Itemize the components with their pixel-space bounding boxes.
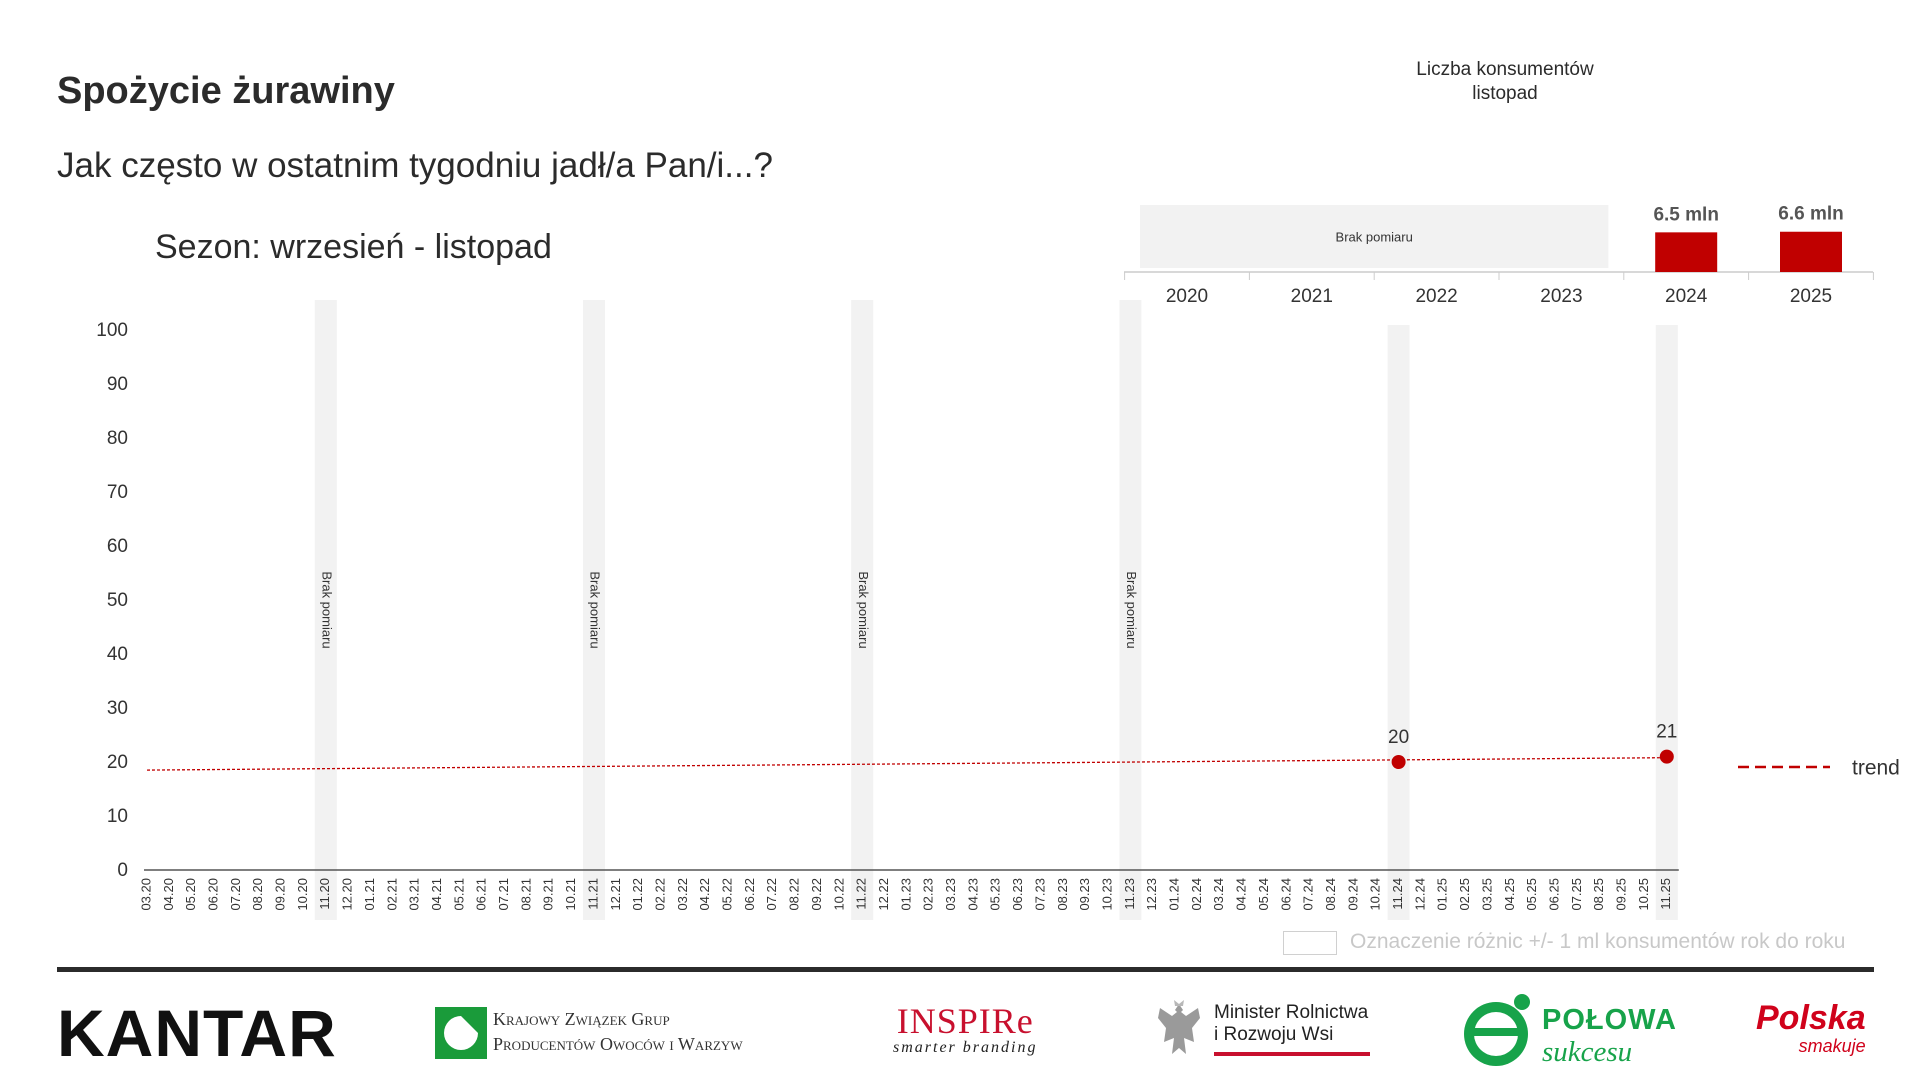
x-tick-label: 02.22 [652, 878, 668, 911]
x-tick-label: 09.24 [1345, 878, 1361, 911]
x-tick-label: 01.21 [361, 878, 377, 911]
x-tick-label: 09.23 [1077, 878, 1093, 911]
highlight-column-11.24 [1388, 325, 1410, 920]
x-tick-label: 04.23 [965, 878, 981, 911]
data-label: 20 [1388, 727, 1410, 748]
minister-logo-line2: i Rozwoju Wsi [1214, 1024, 1334, 1045]
legend-swatch [1283, 931, 1337, 955]
no-measure-label: Brak pomiaru [855, 571, 871, 649]
x-tick-label: 10.23 [1099, 878, 1115, 911]
x-tick-label: 07.23 [1032, 878, 1048, 911]
y-tick-label: 30 [106, 698, 128, 719]
x-tick-label: 02.24 [1188, 878, 1204, 911]
x-tick-label: 02.23 [920, 878, 936, 911]
consumers-year-label: 2021 [1290, 286, 1333, 307]
kzg-logo [433, 1005, 743, 1066]
y-tick-label: 10 [106, 806, 128, 827]
kzg-logo-line2: Producentów Owoców i Warzyw [493, 1034, 743, 1054]
inspire-logo-tagline: smarter branding [893, 1039, 1038, 1056]
x-tick-label: 12.22 [875, 878, 891, 911]
x-tick-label: 06.24 [1278, 878, 1294, 911]
x-tick-label: 04.25 [1501, 878, 1517, 911]
x-tick-label: 03.24 [1211, 878, 1227, 911]
x-tick-label: 06.23 [1010, 878, 1026, 911]
y-tick-label: 60 [106, 536, 128, 557]
x-tick-label: 04.21 [428, 878, 444, 911]
consumers-bar-label: 6.6 mln [1778, 203, 1844, 225]
x-tick-label: 02.25 [1457, 878, 1473, 911]
x-tick-label: 06.21 [473, 878, 489, 911]
polska-logo-line1: Polska [1756, 999, 1866, 1037]
polowa-sukcesu-logo [1456, 990, 1677, 1075]
x-tick-label: 10.25 [1635, 878, 1651, 911]
question-text: Jak często w ostatnim tygodniu jadł/a Pan/i...? [57, 146, 773, 185]
x-tick-label: 09.25 [1613, 878, 1629, 911]
x-tick-label: 07.24 [1300, 878, 1316, 911]
footer-divider [57, 967, 1874, 972]
x-tick-label: 07.22 [764, 878, 780, 911]
x-tick-label: 02.21 [384, 878, 400, 911]
x-tick-label: 01.24 [1166, 878, 1182, 911]
kzg-emblem-icon [433, 1005, 489, 1061]
x-tick-label: 04.22 [697, 878, 713, 911]
y-tick-label: 20 [106, 752, 128, 773]
highlight-column-11.25 [1656, 325, 1678, 920]
legend-note: Oznaczenie różnic +/- 1 ml konsumentów rok do roku [1350, 930, 1846, 953]
y-tick-label: 80 [106, 428, 128, 449]
inspire-logo-text: INSPIRe [896, 1001, 1034, 1041]
x-tick-label: 10.21 [563, 878, 579, 911]
x-tick-label: 04.20 [160, 878, 176, 911]
x-tick-label: 08.20 [250, 878, 266, 911]
data-point-11.24 [1392, 755, 1406, 769]
minister-logo [1150, 998, 1369, 1065]
x-tick-label: 05.25 [1524, 878, 1540, 911]
x-tick-label: 10.24 [1367, 878, 1383, 911]
consumers-title-line2: listopad [1472, 83, 1538, 104]
x-tick-label: 06.25 [1546, 878, 1562, 911]
minister-logo-line1: Minister Rolnictwa [1214, 1002, 1369, 1023]
consumers-bar-2024 [1655, 232, 1717, 272]
x-tick-label: 12.20 [339, 878, 355, 911]
consumers-year-label: 2023 [1540, 286, 1583, 307]
y-tick-label: 40 [106, 644, 128, 665]
consumption-line-chart [96, 300, 1900, 920]
x-tick-label: 11.25 [1658, 878, 1674, 910]
no-measure-label: Brak pomiaru [587, 571, 603, 649]
minister-logo-bar [1214, 1052, 1370, 1056]
y-tick-label: 0 [117, 860, 128, 881]
kantar-logo-text: KANTAR [57, 996, 337, 1070]
x-tick-label: 08.22 [786, 878, 802, 911]
x-tick-label: 03.25 [1479, 878, 1495, 911]
x-tick-label: 08.25 [1591, 878, 1607, 911]
consumers-bar-chart [1124, 204, 1873, 307]
x-tick-label: 05.20 [183, 878, 199, 911]
y-tick-label: 50 [106, 590, 128, 611]
eagle-emblem-icon [1150, 998, 1208, 1060]
x-tick-label: 10.22 [831, 878, 847, 911]
x-tick-label: 07.21 [496, 878, 512, 911]
plate-icon [1456, 990, 1542, 1070]
x-tick-label: 11.21 [585, 878, 601, 910]
polska-smakuje-logo [1756, 1000, 1866, 1057]
x-tick-label: 09.21 [540, 878, 556, 911]
polowa-logo-line1: POŁOWA [1542, 1004, 1677, 1036]
consumers-title-line1: Liczba konsumentów [1416, 59, 1594, 80]
x-tick-label: 10.20 [294, 878, 310, 911]
x-tick-label: 11.20 [317, 878, 333, 910]
x-tick-label: 01.25 [1434, 878, 1450, 911]
x-tick-label: 11.22 [853, 878, 869, 910]
no-measure-label: Brak pomiaru [319, 571, 335, 649]
trend-legend-label: trend [1852, 756, 1900, 780]
polowa-logo-line2: sukcesu [1542, 1036, 1633, 1068]
x-tick-label: 11.23 [1121, 878, 1137, 910]
x-tick-label: 09.22 [808, 878, 824, 911]
x-tick-label: 08.23 [1054, 878, 1070, 911]
trend-line [147, 758, 1667, 770]
x-tick-label: 04.24 [1233, 878, 1249, 911]
polska-logo-line2: smakuje [1798, 1036, 1866, 1056]
x-tick-label: 05.23 [987, 878, 1003, 911]
x-tick-label: 03.20 [138, 878, 154, 911]
consumers-bar-2025 [1780, 232, 1842, 272]
consumers-no-measure-label: Brak pomiaru [1335, 229, 1413, 245]
x-tick-label: 09.20 [272, 878, 288, 911]
x-tick-label: 06.20 [205, 878, 221, 911]
no-measure-label: Brak pomiaru [1123, 571, 1139, 649]
x-tick-label: 05.21 [451, 878, 467, 911]
x-tick-label: 05.24 [1255, 878, 1271, 911]
x-tick-label: 12.23 [1144, 878, 1160, 911]
y-tick-label: 100 [96, 320, 128, 341]
consumers-year-label: 2025 [1789, 286, 1833, 307]
consumers-year-label: 2020 [1165, 286, 1209, 307]
x-tick-label: 03.21 [406, 878, 422, 911]
data-label: 21 [1656, 721, 1678, 743]
x-tick-label: 03.22 [674, 878, 690, 911]
x-tick-label: 06.22 [741, 878, 757, 911]
x-tick-label: 05.22 [719, 878, 735, 911]
x-tick-label: 03.23 [943, 878, 959, 911]
x-tick-label: 07.25 [1568, 878, 1584, 911]
x-tick-label: 08.21 [518, 878, 534, 911]
inspire-logo [893, 1003, 1037, 1057]
x-tick-label: 07.20 [227, 878, 243, 911]
page-title: Spożycie żurawiny [57, 70, 395, 112]
x-tick-label: 12.24 [1412, 878, 1428, 911]
season-label: Sezon: wrzesień - listopad [155, 228, 552, 266]
kantar-logo [57, 995, 337, 1071]
y-tick-label: 90 [106, 374, 128, 395]
x-tick-label: 08.24 [1322, 878, 1338, 911]
y-tick-label: 70 [106, 482, 128, 503]
x-tick-label: 01.22 [630, 878, 646, 911]
x-tick-label: 11.24 [1390, 878, 1406, 910]
consumers-year-label: 2022 [1415, 286, 1458, 307]
x-tick-label: 12.21 [607, 878, 623, 911]
consumers-bar-label: 6.5 mln [1653, 204, 1719, 226]
consumers-year-label: 2024 [1665, 286, 1708, 307]
x-tick-label: 01.23 [898, 878, 914, 911]
data-point-11.25 [1660, 750, 1674, 764]
kzg-logo-line1: Krajowy Związek Grup [493, 1009, 670, 1029]
